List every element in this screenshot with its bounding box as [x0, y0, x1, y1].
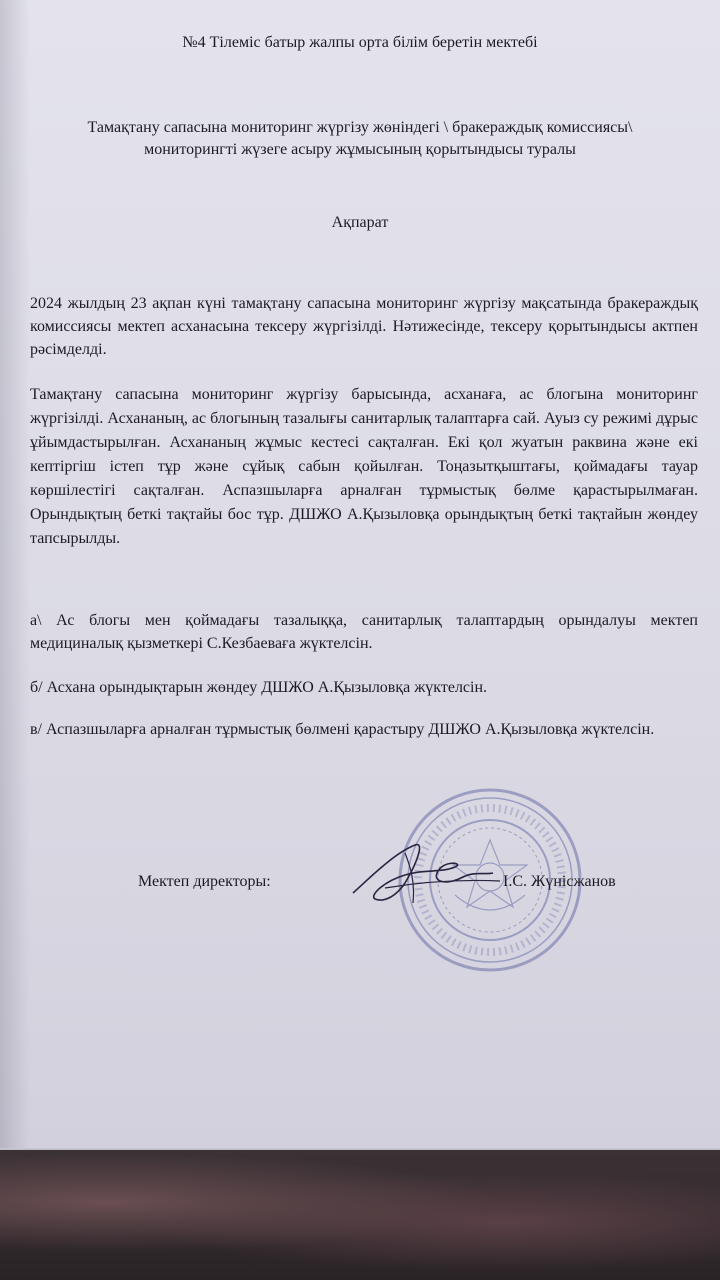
- item-b: б/ Асхана орындықтарын жөндеу ДШЖО А.Қызыловқа жүктелсін.: [30, 679, 488, 696]
- document-title: Тамақтану сапасына мониторинг жүргізу жөніндегі \ бракераждық комиссиясы\ мониторингті жүзеге асыру жұмысының қорытындысы туралы: [87, 119, 633, 158]
- background-fabric: [0, 1150, 720, 1280]
- paragraph-inspection: 2024 жылдың 23 ақпан күні тамақтану сапасына мониторинг жүргізу мақсатында бракераждық комиссиясы мектеп асханасына тексеру жүргізілді. Нәтижесінде, тексеру қорытындысы актпен рәсімделді.: [30, 295, 698, 358]
- page-shadow: [0, 0, 30, 1160]
- director-name: І.С. Жүнісжанов: [503, 873, 616, 890]
- paragraph-findings: Тамақтану сапасына мониторинг жүргізу барысында, асханаға, ас блогына мониторинг жүргізілді. Асхананың, ас блогының тазалығы санитарлық талаптарға сай. Ауыз су режимі дұрыс ұйымдастырылған. Асхананың жұмыс кестесі сақталған. Екі қол жуатын раквина және екі кептіргіш істеп тұр және сұйық сабын қойылған. Тоңазытқыштағы, қоймадағы тауар көршілестігі сақталған. Аспазшыларға арналған тұрмыстық бөлме қарастырылмаған. Орындықтың беткі тақтайы бос тұр. ДШЖО А.Қызыловқа орындықтың беткі тақтайын жөндеу тапсырылды.: [30, 386, 698, 547]
- school-name: №4 Тілеміс батыр жалпы орта білім беретін мектебі: [182, 34, 538, 51]
- item-a: а\ Ас блогы мен қоймадағы тазалыққа, санитарлық талаптардың орындалуы мектеп медициналық қызметкері С.Кезбаеваға жүктелсін.: [30, 612, 698, 652]
- item-v: в/ Аспазшыларға арналған тұрмыстық бөлмені қарастыру ДШЖО А.Қызыловқа жүктелсін.: [30, 721, 655, 738]
- director-label: Мектеп директоры:: [138, 873, 271, 890]
- handwritten-signature: [345, 833, 505, 913]
- document-heading: Ақпарат: [331, 214, 389, 231]
